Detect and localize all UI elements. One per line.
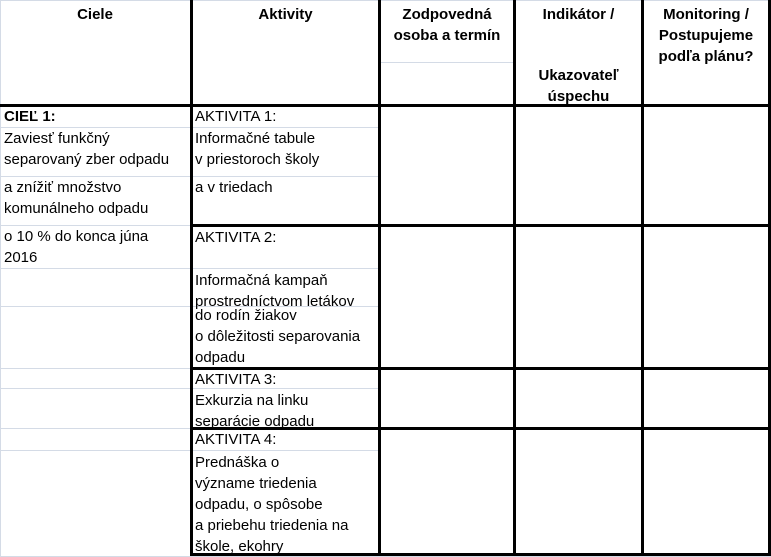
ciel-text xyxy=(4,128,169,170)
aktivita-3-text xyxy=(195,390,314,432)
text-line: Zaviesť funkčný xyxy=(4,130,110,147)
ciel-title: CIEĽ 1: xyxy=(4,108,56,125)
indikator-cell-2[interactable] xyxy=(516,227,641,367)
text-line: odpadu xyxy=(195,349,246,366)
indikator-cell-3[interactable] xyxy=(516,370,641,427)
text-line: 2016 xyxy=(4,249,38,266)
aktivita-4-text xyxy=(195,452,348,557)
text-line: odpadu, o spôsobe xyxy=(195,496,323,513)
border xyxy=(190,0,193,556)
text-line: a znížiť množstvo xyxy=(4,179,122,196)
aktivita-1-text xyxy=(195,177,273,198)
text-line: o 10 % do konca júna xyxy=(4,228,149,245)
zodpovedna-cell-1[interactable] xyxy=(381,107,513,224)
header-ukazovatel xyxy=(516,65,641,107)
ciel-text xyxy=(4,177,148,219)
text-line: o dôležitosti separovania xyxy=(195,328,361,345)
aktivita-4-title: AKTIVITA 4: xyxy=(195,431,277,448)
zodpovedna-cell-2[interactable] xyxy=(381,227,513,367)
aktivita-3-title: AKTIVITA 3: xyxy=(195,371,277,388)
header-line: Postupujeme xyxy=(658,27,754,44)
monitoring-cell-1[interactable] xyxy=(644,107,768,224)
zodpovedna-cell-4[interactable] xyxy=(381,430,513,553)
text-line: a priebehu triedenia na xyxy=(195,517,349,534)
text-line: prostredníctvom letákov xyxy=(195,293,355,310)
header-monitoring xyxy=(644,4,768,67)
header-zodpovedna xyxy=(381,4,513,46)
monitoring-cell-2[interactable] xyxy=(644,227,768,367)
monitoring-cell-4[interactable] xyxy=(644,430,768,553)
text-line: škole, ekohry xyxy=(195,538,284,555)
gridline xyxy=(380,62,514,63)
gridline xyxy=(0,428,190,429)
header-line: Monitoring / xyxy=(663,6,749,23)
header-aktivity: Aktivity xyxy=(258,6,313,23)
text-line: separácie odpadu xyxy=(195,413,315,430)
header-line: podľa plánu? xyxy=(658,48,754,65)
text-line: a v triedach xyxy=(195,179,273,196)
text-line: separovaný zber odpadu xyxy=(4,151,170,168)
aktivita-2-text xyxy=(195,305,360,368)
header-line: Zodpovedná xyxy=(402,6,492,23)
text-line: Exkurzia na linku xyxy=(195,392,309,409)
aktivita-1-title: AKTIVITA 1: xyxy=(195,108,277,125)
text-line: význame triedenia xyxy=(195,475,317,492)
indikator-cell-1[interactable] xyxy=(516,107,641,224)
header-indikator: Indikátor / xyxy=(542,6,615,23)
zodpovedna-cell-3[interactable] xyxy=(381,370,513,427)
text-line: Informačné tabule xyxy=(195,130,316,147)
aktivita-2-title: AKTIVITA 2: xyxy=(195,229,277,246)
text-line: v priestoroch školy xyxy=(195,151,320,168)
header-ciele: Ciele xyxy=(77,6,113,23)
ciel-text xyxy=(4,226,148,268)
text-line: Informačná kampaň xyxy=(195,272,328,289)
header-line: úspechu xyxy=(547,88,610,105)
aktivita-1-text xyxy=(195,128,319,170)
gridline xyxy=(0,0,1,557)
gridline xyxy=(0,368,190,369)
gridline xyxy=(0,0,771,1)
indikator-cell-4[interactable] xyxy=(516,430,641,553)
text-line: Prednáška o xyxy=(195,454,280,471)
text-line: komunálneho odpadu xyxy=(4,200,149,217)
monitoring-cell-3[interactable] xyxy=(644,370,768,427)
header-line: Ukazovateľ xyxy=(538,67,619,84)
header-line: osoba a termín xyxy=(393,27,501,44)
text-line: do rodín žiakov xyxy=(195,307,297,324)
